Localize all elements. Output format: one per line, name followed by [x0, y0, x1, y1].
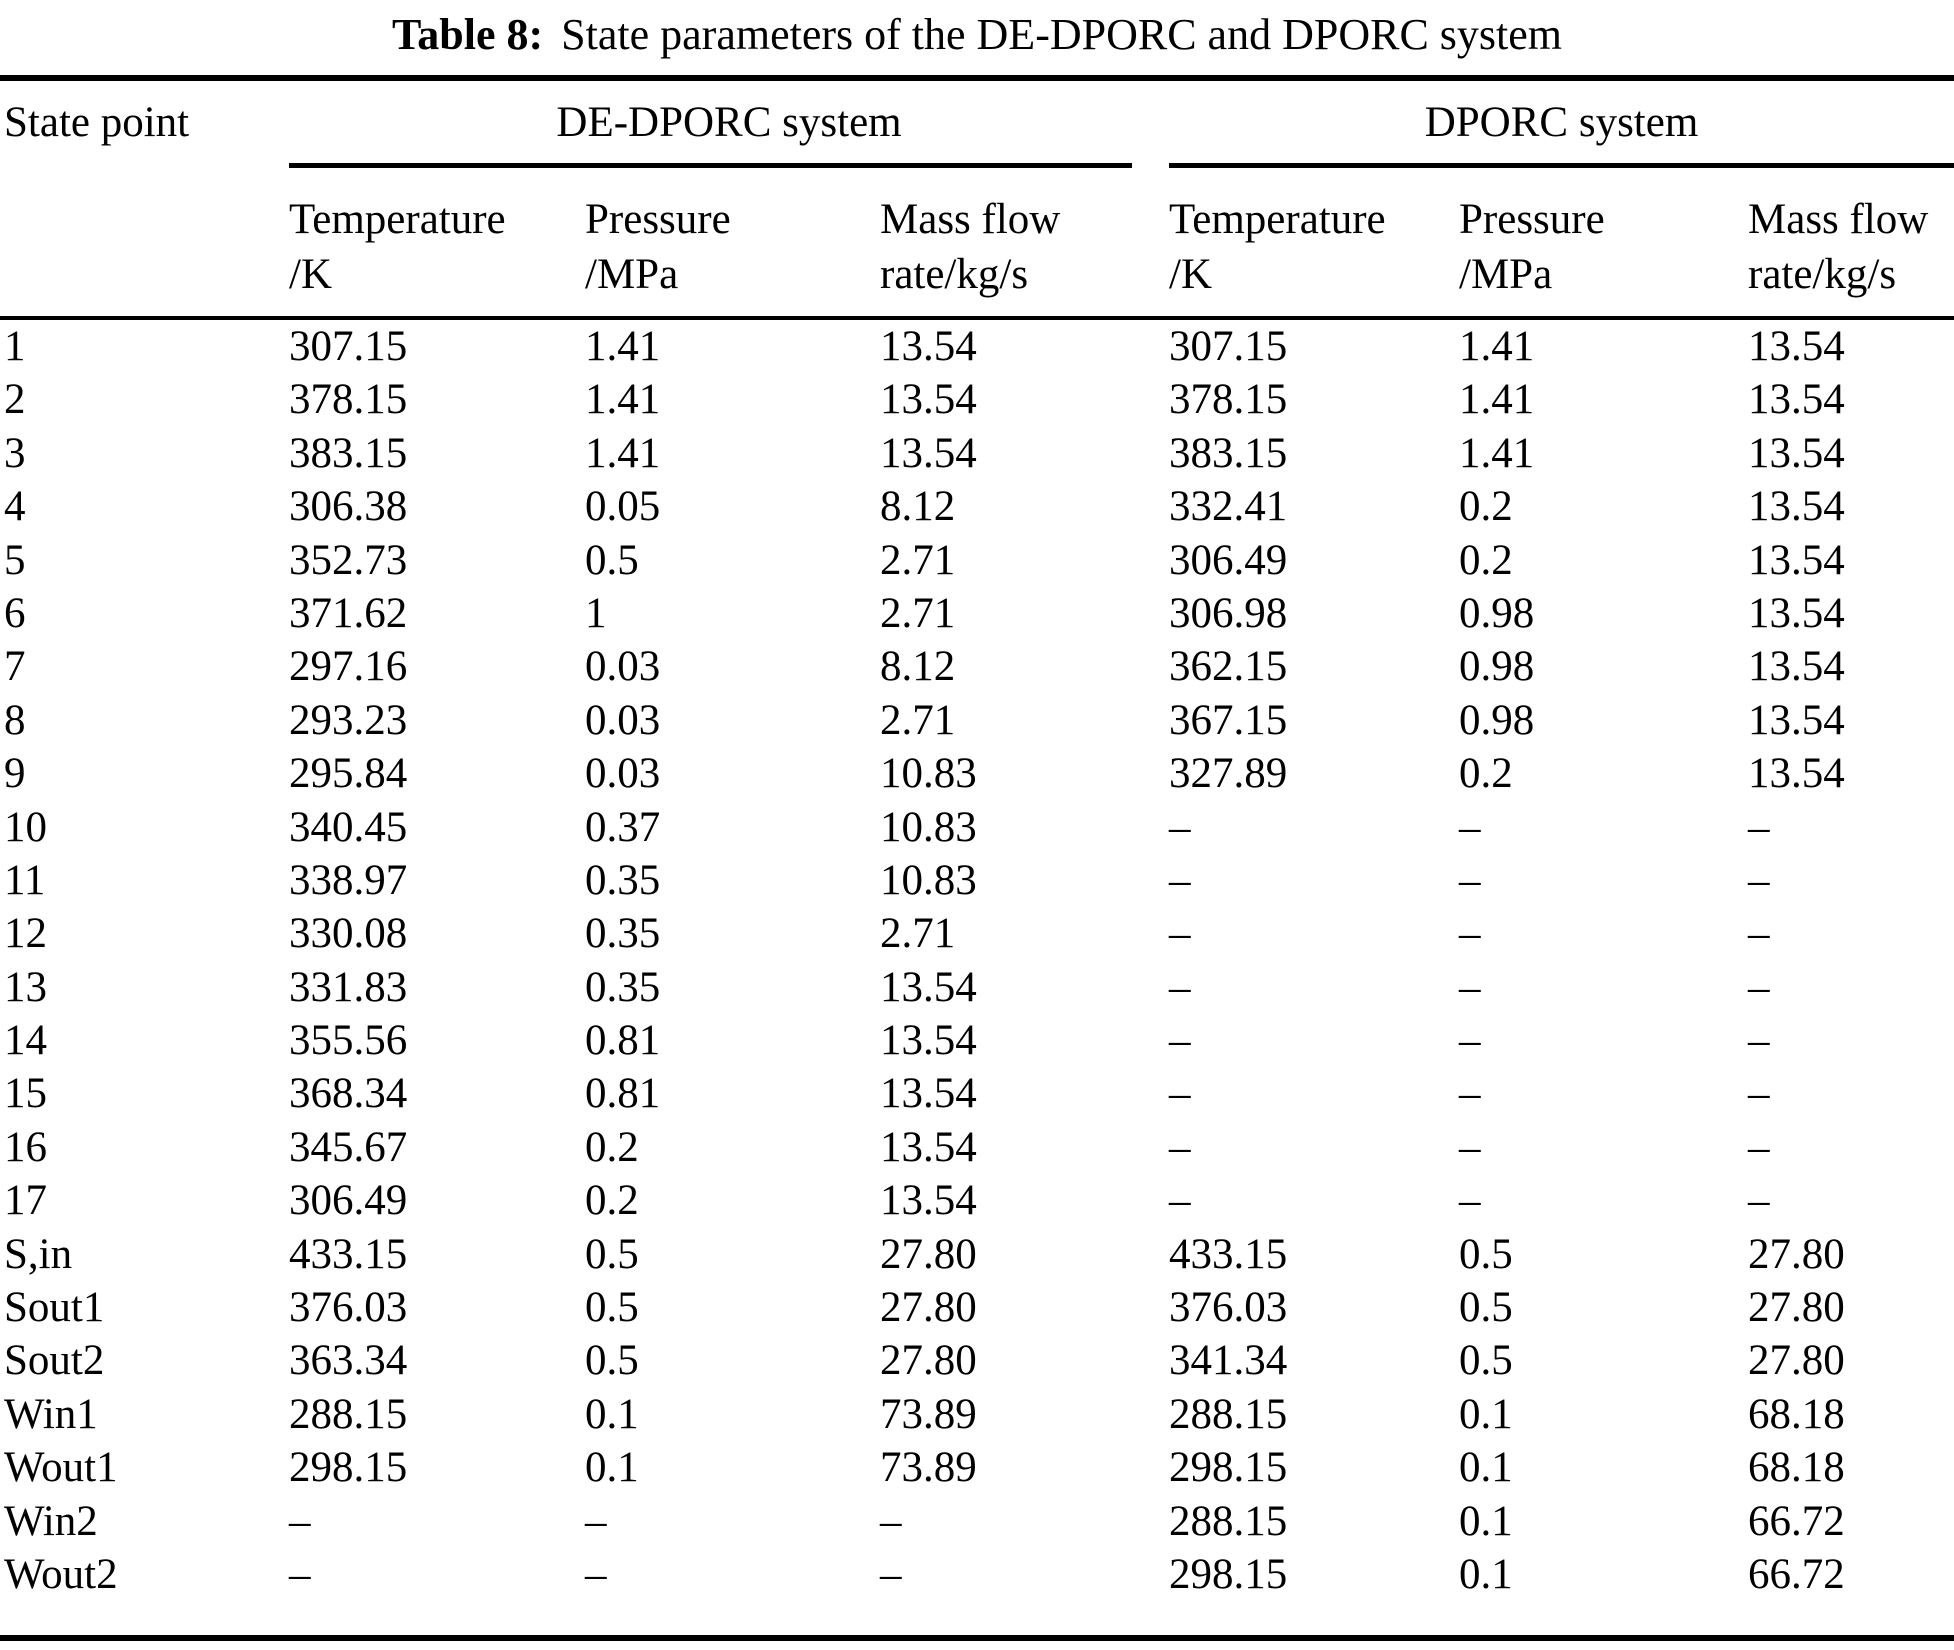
value-cell: 0.98	[1459, 696, 1535, 744]
value-cell: 332.41	[1169, 483, 1288, 531]
value-cell: 0.03	[585, 750, 661, 798]
value-cell: 0.5	[585, 1337, 639, 1385]
state-point-cell: 4	[4, 483, 26, 531]
value-cell: 66.72	[1748, 1497, 1845, 1545]
value-cell: 340.45	[289, 803, 408, 851]
state-point-cell: 17	[4, 1177, 47, 1225]
value-cell: 0.2	[585, 1177, 639, 1225]
state-point-cell: Wout2	[4, 1550, 118, 1598]
value-cell: –	[1169, 1017, 1191, 1065]
value-cell: –	[1459, 1123, 1481, 1171]
state-point-cell: 9	[4, 750, 26, 798]
column-header-line: Pressure	[585, 196, 731, 243]
value-cell: –	[585, 1550, 607, 1598]
column-header-temperature-1	[289, 168, 585, 316]
value-cell: 0.2	[1459, 750, 1513, 798]
value-cell: 27.80	[1748, 1230, 1845, 1278]
state-point-cell: 5	[4, 536, 26, 584]
value-cell: 68.18	[1748, 1390, 1845, 1438]
value-cell: 306.38	[289, 483, 408, 531]
state-point-cell: 15	[4, 1070, 47, 1118]
value-cell: 10.83	[880, 750, 977, 798]
state-point-cell: Sout2	[4, 1337, 105, 1385]
value-cell: 297.16	[289, 643, 408, 691]
column-header-line: Temperature	[289, 196, 506, 243]
value-cell: 0.98	[1459, 589, 1535, 637]
value-cell: 68.18	[1748, 1444, 1845, 1492]
value-cell: 288.15	[289, 1390, 408, 1438]
state-point-cell: 7	[4, 643, 26, 691]
value-cell: –	[1748, 910, 1770, 958]
value-cell: 331.83	[289, 963, 408, 1011]
value-cell: 13.54	[1748, 429, 1845, 477]
value-cell: –	[289, 1550, 311, 1598]
value-cell: 367.15	[1169, 696, 1288, 744]
value-cell: 295.84	[289, 750, 408, 798]
value-cell: 363.34	[289, 1337, 408, 1385]
value-cell: 298.15	[1169, 1550, 1288, 1598]
value-cell: 330.08	[289, 910, 408, 958]
column-header-unit: /MPa	[1459, 251, 1553, 298]
state-point-cell: 12	[4, 910, 47, 958]
value-cell: 362.15	[1169, 643, 1288, 691]
value-cell: 13.54	[880, 323, 977, 370]
column-header-line: Pressure	[1459, 196, 1605, 243]
value-cell: 1.41	[585, 376, 661, 424]
value-cell: 10.83	[880, 803, 977, 851]
value-cell: 27.80	[880, 1284, 977, 1332]
value-cell: 0.5	[585, 1284, 639, 1332]
value-cell: 2.71	[880, 589, 956, 637]
state-point-cell: 11	[4, 856, 46, 904]
value-cell: 307.15	[289, 323, 408, 370]
value-cell: –	[1748, 1123, 1770, 1171]
value-cell: 352.73	[289, 536, 408, 584]
value-cell: 13.54	[880, 1017, 977, 1065]
value-cell: 13.54	[880, 963, 977, 1011]
value-cell: 376.03	[1169, 1284, 1288, 1332]
value-cell: –	[1169, 1177, 1191, 1225]
value-cell: 0.35	[585, 856, 661, 904]
value-cell: 306.49	[1169, 536, 1288, 584]
value-cell: 0.98	[1459, 643, 1535, 691]
value-cell: 13.54	[880, 1123, 977, 1171]
value-cell: 27.80	[1748, 1337, 1845, 1385]
value-cell: –	[1748, 803, 1770, 851]
value-cell: –	[1748, 1177, 1770, 1225]
value-cell: 0.1	[1459, 1444, 1513, 1492]
value-cell: 306.49	[289, 1177, 408, 1225]
group-header-dporc: DPORC system	[1424, 98, 1699, 146]
value-cell: 27.80	[1748, 1284, 1845, 1332]
column-header-unit: /MPa	[585, 251, 679, 298]
value-cell: 345.67	[289, 1123, 408, 1171]
value-cell: 0.1	[1459, 1497, 1513, 1545]
value-cell: –	[880, 1550, 902, 1598]
value-cell: 368.34	[289, 1070, 408, 1118]
value-cell: 0.03	[585, 696, 661, 744]
state-point-cell: Win2	[4, 1497, 98, 1545]
value-cell: 0.5	[585, 1230, 639, 1278]
value-cell: 288.15	[1169, 1497, 1288, 1545]
value-cell: 378.15	[289, 376, 408, 424]
value-cell: 2.71	[880, 910, 956, 958]
value-cell: 307.15	[1169, 323, 1288, 370]
table-grid	[0, 81, 1954, 1601]
column-header-pressure-2	[1459, 168, 1748, 316]
table-caption	[0, 0, 1954, 75]
column-header-line: Mass flow	[1748, 196, 1929, 243]
value-cell: 338.97	[289, 856, 408, 904]
value-cell: –	[289, 1497, 311, 1545]
value-cell: 0.2	[1459, 536, 1513, 584]
value-cell: 13.54	[880, 1070, 977, 1118]
group-header-de-dporc: DE-DPORC system	[556, 98, 902, 146]
value-cell: 0.5	[1459, 1337, 1513, 1385]
value-cell: 0.05	[585, 483, 661, 531]
value-cell: 0.37	[585, 803, 661, 851]
value-cell: 0.2	[1459, 483, 1513, 531]
value-cell: 298.15	[289, 1444, 408, 1492]
value-cell: 327.89	[1169, 750, 1288, 798]
value-cell: –	[1169, 963, 1191, 1011]
value-cell: 383.15	[1169, 429, 1288, 477]
value-cell: 433.15	[289, 1230, 408, 1278]
value-cell: 0.03	[585, 643, 661, 691]
value-cell: 1.41	[1459, 429, 1535, 477]
column-header-mass-flow-1	[880, 168, 1169, 316]
value-cell: 371.62	[289, 589, 408, 637]
value-cell: 1.41	[585, 429, 661, 477]
column-header-unit: rate/kg/s	[880, 251, 1029, 298]
state-point-cell: 6	[4, 589, 26, 637]
value-cell: 0.81	[585, 1070, 661, 1118]
value-cell: 433.15	[1169, 1230, 1288, 1278]
value-cell: 378.15	[1169, 376, 1288, 424]
value-cell: 0.1	[1459, 1390, 1513, 1438]
value-cell: 0.35	[585, 963, 661, 1011]
value-cell: 13.54	[1748, 696, 1845, 744]
value-cell: –	[1748, 963, 1770, 1011]
value-cell: 1.41	[1459, 376, 1535, 424]
value-cell: 0.1	[585, 1444, 639, 1492]
value-cell: –	[1459, 963, 1481, 1011]
column-header-pressure-1	[585, 168, 880, 316]
value-cell: 0.1	[585, 1390, 639, 1438]
value-cell: 27.80	[880, 1337, 977, 1385]
value-cell: –	[1459, 1017, 1481, 1065]
value-cell: 0.2	[585, 1123, 639, 1171]
state-point-cell: S,in	[4, 1230, 73, 1278]
state-point-header: State point	[4, 98, 190, 146]
state-point-cell: 8	[4, 696, 26, 744]
value-cell: 8.12	[880, 483, 956, 531]
value-cell: 0.35	[585, 910, 661, 958]
column-header-temperature-2	[1169, 168, 1459, 316]
value-cell: 73.89	[880, 1390, 977, 1438]
state-point-cell: Win1	[4, 1390, 98, 1438]
value-cell: 73.89	[880, 1444, 977, 1492]
value-cell: –	[1169, 803, 1191, 851]
value-cell: –	[1459, 910, 1481, 958]
value-cell: 13.54	[1748, 483, 1845, 531]
value-cell: 13.54	[880, 1177, 977, 1225]
column-header-unit: /K	[1169, 251, 1212, 298]
value-cell: –	[1748, 1070, 1770, 1118]
state-point-cell: 14	[4, 1017, 47, 1065]
value-cell: 13.54	[880, 429, 977, 477]
value-cell: 13.54	[1748, 536, 1845, 584]
value-cell: 1	[585, 589, 607, 637]
state-point-cell: 3	[4, 429, 26, 477]
value-cell: 383.15	[289, 429, 408, 477]
value-cell: 27.80	[880, 1230, 977, 1278]
value-cell: 0.5	[1459, 1284, 1513, 1332]
value-cell: –	[880, 1497, 902, 1545]
value-cell: 355.56	[289, 1017, 408, 1065]
value-cell: 0.5	[585, 536, 639, 584]
value-cell: –	[1748, 856, 1770, 904]
state-point-cell: 2	[4, 376, 26, 424]
state-point-cell: 1	[4, 323, 26, 370]
value-cell: –	[1169, 856, 1191, 904]
value-cell: 376.03	[289, 1284, 408, 1332]
state-point-cell: Wout1	[4, 1444, 118, 1492]
value-cell: –	[1169, 1123, 1191, 1171]
state-point-cell: 13	[4, 963, 47, 1011]
column-header-line: Mass flow	[880, 196, 1061, 243]
value-cell: 288.15	[1169, 1390, 1288, 1438]
state-point-cell: 10	[4, 803, 47, 851]
column-header-unit: /K	[289, 251, 332, 298]
value-cell: –	[585, 1497, 607, 1545]
column-header-line: Temperature	[1169, 196, 1386, 243]
value-cell: 66.72	[1748, 1550, 1845, 1598]
value-cell: 13.54	[1748, 376, 1845, 424]
value-cell: –	[1459, 1177, 1481, 1225]
column-header-unit: rate/kg/s	[1748, 251, 1897, 298]
column-header-mass-flow-2	[1748, 168, 1954, 316]
value-cell: –	[1169, 1070, 1191, 1118]
value-cell: –	[1459, 856, 1481, 904]
value-cell: 8.12	[880, 643, 956, 691]
value-cell: 293.23	[289, 696, 408, 744]
table-number: Table 8:	[391, 10, 544, 59]
value-cell: 0.81	[585, 1017, 661, 1065]
value-cell: 341.34	[1169, 1337, 1288, 1385]
table-caption-text: State parameters of the DE-DPORC and DPORC system	[561, 10, 1563, 59]
value-cell: 0.1	[1459, 1550, 1513, 1598]
state-point-cell: Sout1	[4, 1284, 105, 1332]
value-cell: 2.71	[880, 536, 956, 584]
value-cell: 306.98	[1169, 589, 1288, 637]
value-cell: 13.54	[1748, 643, 1845, 691]
value-cell: 13.54	[1748, 323, 1845, 370]
value-cell: 10.83	[880, 856, 977, 904]
value-cell: 13.54	[1748, 750, 1845, 798]
value-cell: 0.5	[1459, 1230, 1513, 1278]
value-cell: 298.15	[1169, 1444, 1288, 1492]
value-cell: 2.71	[880, 696, 956, 744]
value-cell: 13.54	[880, 376, 977, 424]
value-cell: –	[1459, 1070, 1481, 1118]
value-cell: 13.54	[1748, 589, 1845, 637]
value-cell: –	[1169, 910, 1191, 958]
value-cell: 1.41	[1459, 323, 1535, 370]
value-cell: 1.41	[585, 323, 661, 370]
bottom-rule	[0, 1635, 1954, 1641]
value-cell: –	[1748, 1017, 1770, 1065]
state-point-cell: 16	[4, 1123, 47, 1171]
value-cell: –	[1459, 803, 1481, 851]
